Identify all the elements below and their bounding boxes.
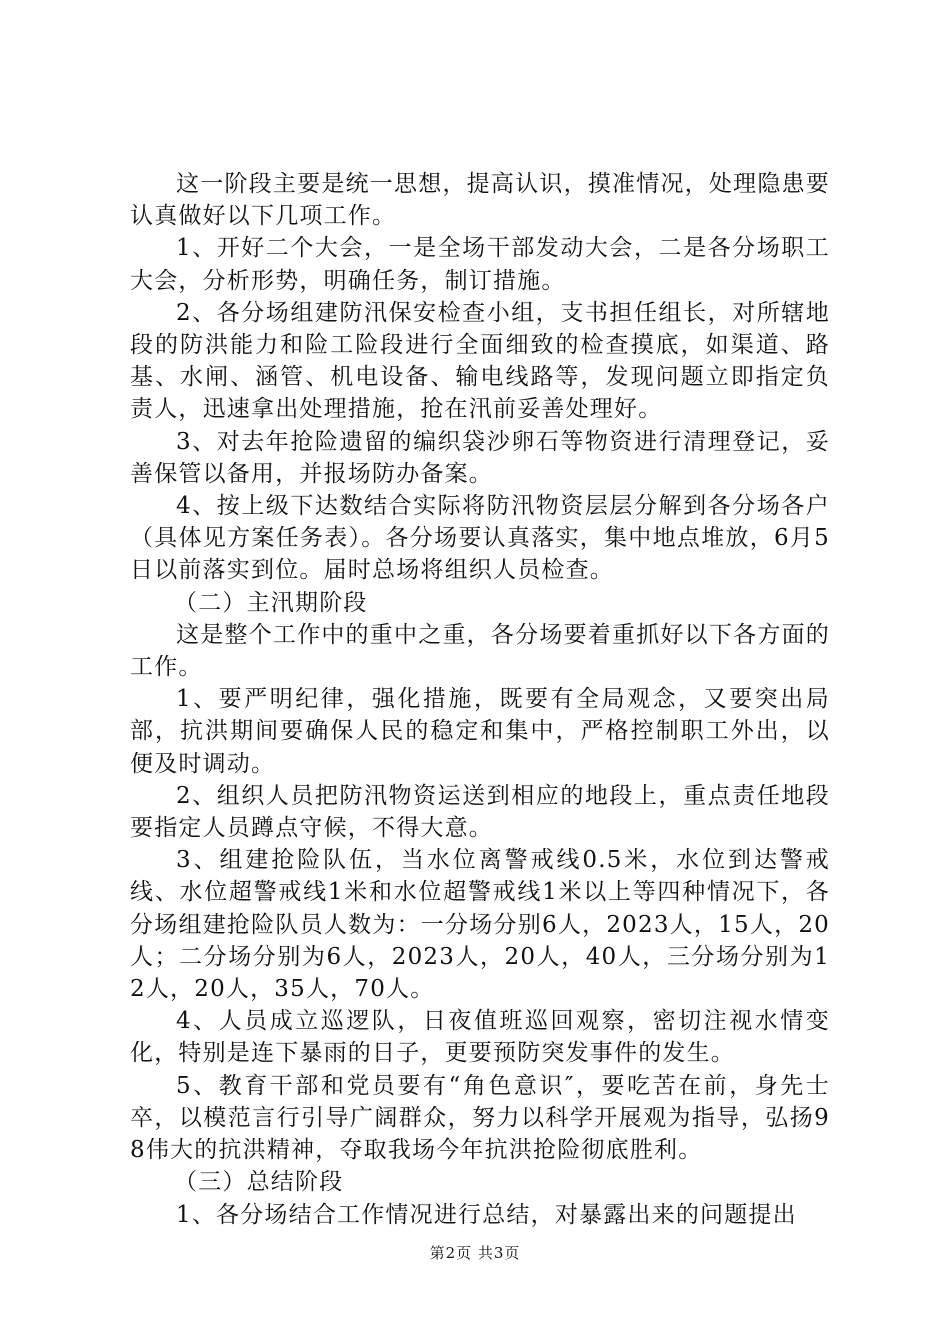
paragraph-intro: 这一阶段主要是统一思想，提高认识，摸准情况，处理隐患要认真做好以下几项工作。 xyxy=(130,171,830,230)
paragraph-item-2: 2、各分场组建防汛保安检查小组，支书担任组长，对所辖地段的防洪能力和险工险段进行全面细致的检查摸底，如渠道、路基、水闸、涵管、机电设备、输电线路等，发现问题立即指定负责人，迅速拿出处理措施，抢在汛前妥善处理好。 xyxy=(130,299,830,423)
paragraph-summary-item-1: 1、各分场结合工作情况进行总结，对暴露出来的问题提出 xyxy=(176,1201,797,1228)
paragraph-item-4: 4、按上级下达数结合实际将防汛物资层层分解到各分场各户（具体见方案任务表）。各分场要认真落实，集中地点堆放，6月5日以前落实到位。届时总场将组织人员检查。 xyxy=(130,493,830,584)
paragraph-item-1: 1、开好二个大会，一是全场干部发动大会，二是各分场职工大会，分析形势，明确任务，制订措施。 xyxy=(130,235,830,294)
paragraph-flood-item-1: 1、要严明纪律，强化措施，既要有全局观念，又要突出局部，抗洪期间要确保人民的稳定和集中，严格控制职工外出，以便及时调动。 xyxy=(130,686,830,777)
paragraph-flood-item-2: 2、组织人员把防汛物资运送到相应的地段上，重点责任地段要指定人员蹲点守候，不得大意。 xyxy=(130,782,830,842)
document-body xyxy=(130,168,830,1231)
paragraph-flood-item-3: 3、组建抢险队伍，当水位离警戒线0.5米，水位到达警戒线、水位超警戒线1米和水位超警戒线1米以上等四种情况下，各分场组建抢险队员人数为：一分场分别6人，2023人，15人，20人；二分场分别为6人，2023人，20人，40人，三分场分别为12人，20人，35人，70人。 xyxy=(130,847,830,1003)
paragraph-item-3: 3、对去年抢险遗留的编织袋沙卵石等物资进行清理登记，妥善保管以备用，并报场防办备案。 xyxy=(130,428,830,487)
section-heading-flood-season: （二）主汛期阶段 xyxy=(174,589,368,616)
section-heading-summary: （三）总结阶段 xyxy=(174,1169,344,1196)
page-number-footer: 第2页 共3页 xyxy=(429,1244,521,1262)
paragraph-flood-item-4: 4、人员成立巡逻队，日夜值班巡回观察，密切注视水情变化，特别是连下暴雨的日子，更要预防突发事件的发生。 xyxy=(130,1008,830,1067)
paragraph-flood-item-5: 5、教育干部和党员要有“角色意识″，要吃苦在前，身先士卒，以模范言行引导广阔群众，努力以科学开展观为指导，弘扬98伟大的抗洪精神，夺取我场今年抗洪抢险彻底胜利。 xyxy=(130,1072,830,1164)
paragraph-flood-intro: 这是整个工作中的重中之重，各分场要着重抓好以下各方面的工作。 xyxy=(130,621,830,681)
